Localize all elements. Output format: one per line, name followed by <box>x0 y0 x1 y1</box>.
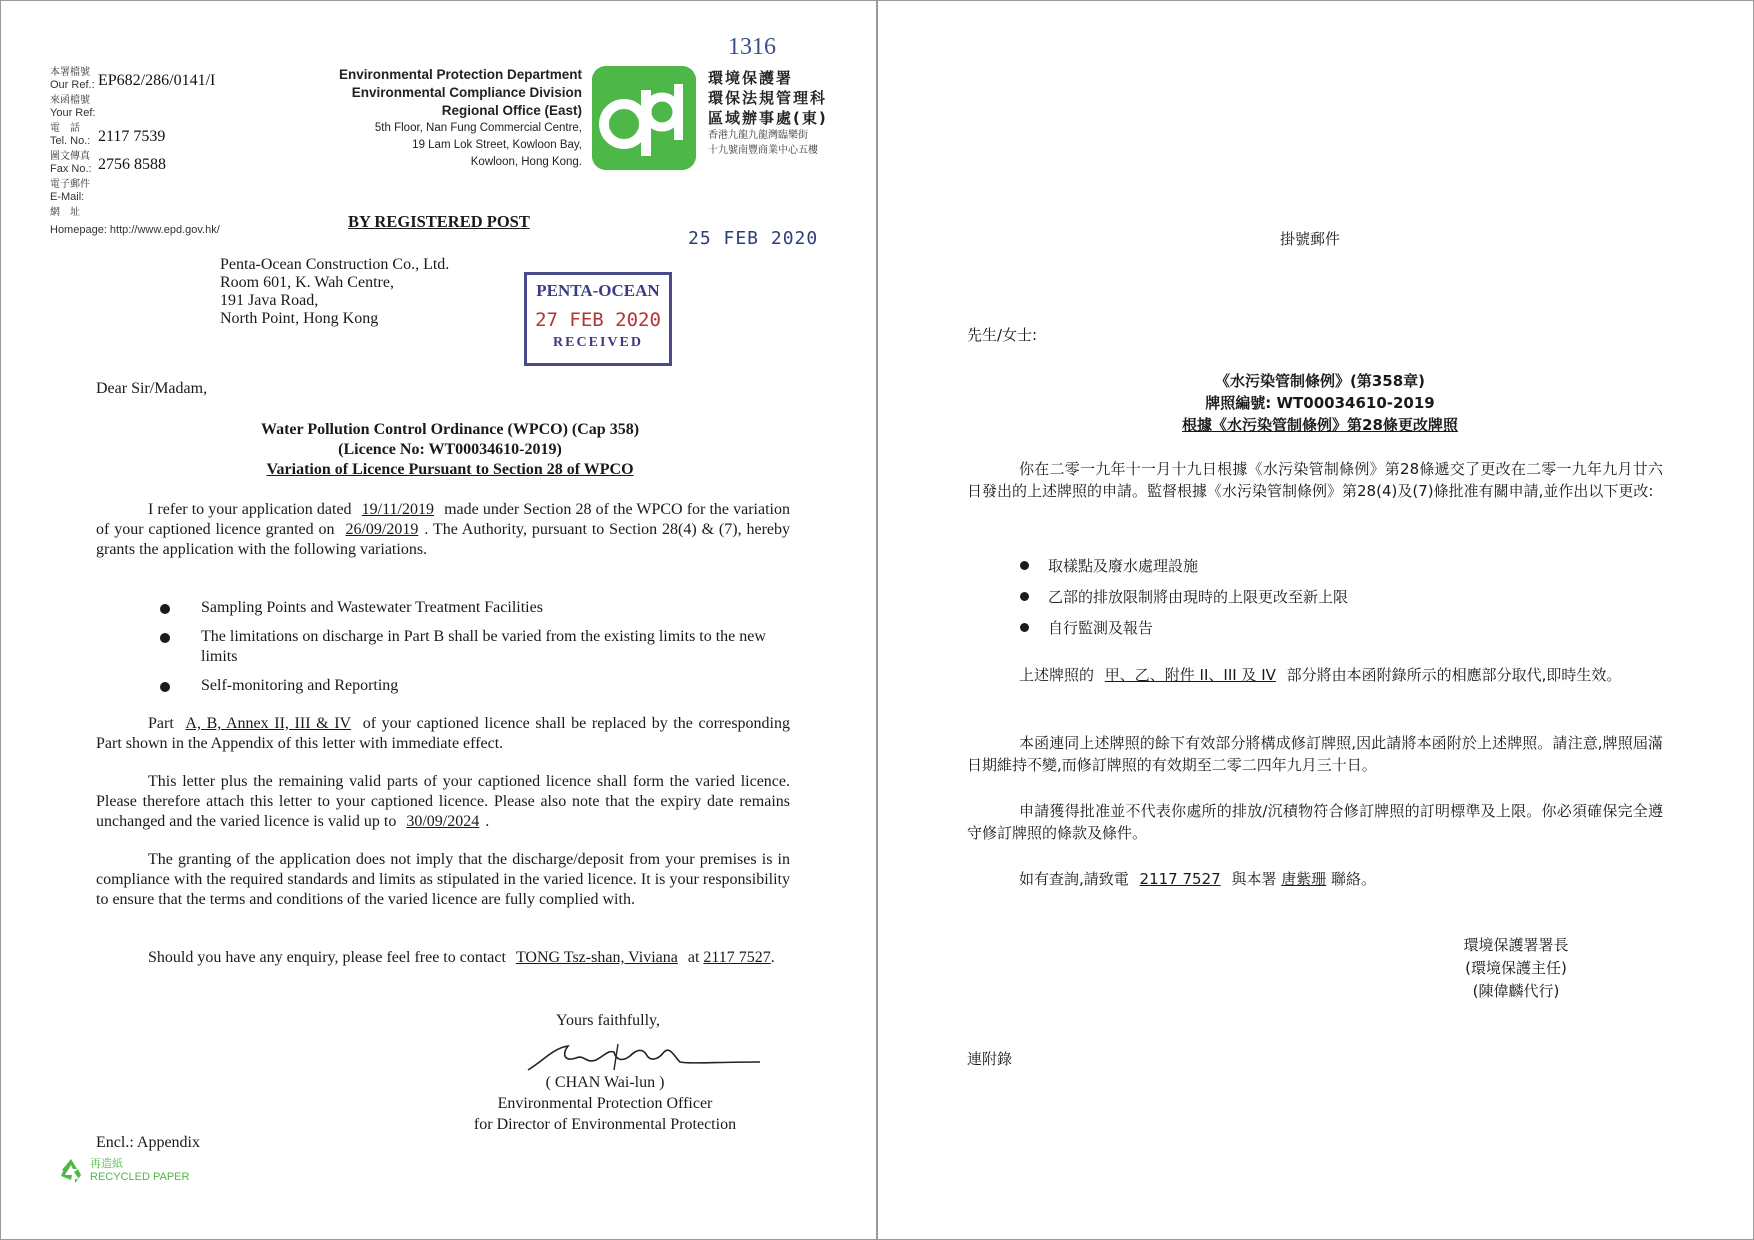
ref-label-zh: 電 話 <box>50 123 80 134</box>
list-item-text: The limitations on discharge in Part B shall be varied from the existing limits to the new limits <box>201 628 766 665</box>
paragraph-3-zh: 本函連同上述牌照的餘下有效部分將構成修訂牌照,因此請將本函附於上述牌照。請注意,牌照屆滿日期維持不變,而修訂牌照的有效期至二零二四年九月三十日。 <box>967 734 1663 774</box>
text: made under Section 28 of the WPCO for the variation of your captioned licence granted on <box>96 501 790 538</box>
address-line: North Point, Hong Kong <box>220 310 379 327</box>
ref-label-zh: 電子郵件 <box>50 179 90 190</box>
received-stamp-company: PENTA-OCEAN <box>536 281 660 300</box>
list-item <box>155 627 791 667</box>
department-name-zh <box>708 68 878 128</box>
reference-block <box>50 66 280 220</box>
text: This letter plus the remaining valid parts of your captioned licence shall form the varied licence. Please therefore attach this letter to your captioned licence. Please also note that the expiry date remains unchanged and the varied licence is valid up to <box>96 773 790 830</box>
ref-label-en: Your Ref: <box>50 107 96 119</box>
recycled-line: 再造紙 <box>90 1158 123 1170</box>
ref-row <box>50 178 280 206</box>
text: at <box>683 949 704 966</box>
contact-tel-zh: 2117 7527 <box>1139 870 1221 888</box>
text: of your captioned licence shall be replaced by the corresponding Part shown in the Appendix of this letter with immediate effect. <box>96 715 791 752</box>
list-item <box>1010 587 1650 607</box>
contact-tel: 2117 7527 <box>703 949 771 966</box>
epd-logo-icon <box>592 66 696 170</box>
text: 如有查詢,請致電 <box>1019 870 1134 888</box>
enclosure-note-zh: 連附錄 <box>967 1050 1013 1068</box>
address-line: Penta-Ocean Construction Co., Ltd. <box>220 256 450 273</box>
subject-line: (Licence No: WT00034610-2019) <box>338 441 562 458</box>
tel-value: 2117 7539 <box>98 128 166 145</box>
signatory-line-zh: (陳偉麟代行) <box>1472 982 1560 1000</box>
date-stamp: 25 FEB 2020 <box>688 228 819 249</box>
subject-line: Variation of Licence Pursuant to Section 28 of WPCO <box>266 461 634 478</box>
subject-heading-zh <box>1120 370 1520 436</box>
text: . <box>770 949 775 966</box>
bullet-icon <box>1020 592 1029 601</box>
ref-row <box>50 150 280 178</box>
received-stamp <box>524 272 672 366</box>
salutation: Dear Sir/Madam, <box>96 380 208 397</box>
addr-line-zh: 十九號南豐商業中心五樓 <box>708 145 818 156</box>
signatory-block <box>440 1072 770 1135</box>
homepage-link[interactable]: Homepage: http://www.epd.gov.hk/ <box>50 224 220 236</box>
text: 與本署 <box>1226 870 1282 888</box>
signatory-line-zh: 環境保護署署長 <box>1463 936 1569 954</box>
paragraph-1 <box>96 500 790 560</box>
stamp-number: 1316 <box>728 34 776 60</box>
ref-row <box>50 206 280 220</box>
list-item <box>1010 618 1650 638</box>
list-item <box>155 676 791 696</box>
received-stamp-date: 27 FEB 2020 <box>535 309 661 331</box>
bullet-icon <box>1020 561 1029 570</box>
text: 部分將由本函附錄所示的相應部分取代,即時生效。 <box>1281 666 1622 684</box>
text: Should you have any enquiry, please feel free to contact <box>148 949 510 966</box>
registered-post-heading-zh: 掛號郵件 <box>1280 230 1341 248</box>
bullet-icon <box>1020 623 1029 632</box>
recycled-text <box>90 1158 189 1184</box>
application-date: 19/11/2019 <box>361 501 434 518</box>
bullet-icon <box>160 682 170 692</box>
paragraph-3 <box>96 772 790 832</box>
signatory-block-zh <box>1416 934 1616 1003</box>
text: I refer to your application dated <box>148 501 356 518</box>
recycle-icon <box>56 1156 86 1186</box>
ref-row <box>50 94 280 122</box>
text: . <box>485 813 490 830</box>
list-item <box>155 598 791 618</box>
ref-label-en: Our Ref.: <box>50 79 95 91</box>
address-line: 191 Java Road, <box>220 292 319 309</box>
ref-label-en: E-Mail: <box>50 191 85 203</box>
variation-list-zh <box>1010 556 1650 649</box>
signature-icon <box>524 1040 764 1076</box>
recycled-paper-mark <box>56 1156 196 1186</box>
text: . The Authority, pursuant to Section 28(4) & (7), hereby grants the application with the following variations. <box>96 521 790 558</box>
list-item-text: Self-monitoring and Reporting <box>201 677 399 694</box>
contact-name-zh: 唐紫珊 <box>1281 870 1327 888</box>
ref-label-zh: 來函檔號 <box>50 95 90 106</box>
recipient-address <box>220 256 449 328</box>
fax-value: 2756 8588 <box>98 156 166 173</box>
text: 聯絡。 <box>1326 870 1377 888</box>
subject-line: Water Pollution Control Ordinance (WPCO) (Cap 358) <box>260 421 640 438</box>
text: Part <box>148 715 180 732</box>
department-address-en <box>300 120 582 171</box>
paragraph-2 <box>96 714 790 754</box>
expiry-date: 30/09/2024 <box>406 813 480 830</box>
ref-label-zh: 圖文傳真 <box>50 151 90 162</box>
dept-line: Environmental Compliance Division <box>351 85 582 100</box>
signatory-line: Environmental Protection Officer <box>497 1095 713 1112</box>
ref-label-zh: 網 址 <box>50 207 80 218</box>
department-address-zh <box>708 128 878 158</box>
contact-name: TONG Tsz-shan, Viviana <box>515 949 678 966</box>
subject-heading <box>200 420 700 480</box>
list-item <box>1010 556 1650 576</box>
addr-line-zh: 香港九龍九龍灣臨樂街 <box>708 130 808 141</box>
dept-line-zh: 區域辦事處(東) <box>708 109 828 127</box>
list-item-text: Sampling Points and Wastewater Treatment Facilities <box>201 599 543 616</box>
salutation-zh: 先生/女士: <box>967 326 1038 344</box>
recycled-line: RECYCLED PAPER <box>90 1171 190 1183</box>
bullet-icon <box>160 633 170 643</box>
ref-row <box>50 66 280 94</box>
address-line: Room 601, K. Wah Centre, <box>220 274 394 291</box>
paragraph-2-zh <box>967 664 1663 686</box>
received-stamp-label: RECEIVED <box>553 335 643 350</box>
addr-line: Kowloon, Hong Kong. <box>470 156 582 168</box>
paragraph-4: The granting of the application does not imply that the discharge/deposit from your premises is in compliance with the required standards and limits as stipulated in the varied licence. It is your responsibility to ensure that the terms and conditions of the varied licence are fully complied with. <box>96 851 790 908</box>
registered-post-heading: BY REGISTERED POST <box>348 212 530 231</box>
list-item-text: 取樣點及廢水處理設施 <box>1048 557 1199 575</box>
subject-line-zh: 《水污染管制條例》(第358章) <box>1214 372 1426 390</box>
signatory-line: for Director of Environmental Protection <box>473 1116 737 1133</box>
department-name-en <box>290 66 582 120</box>
variation-list <box>155 598 791 705</box>
replaced-parts: A, B, Annex II, III & IV <box>185 715 352 732</box>
closing: Yours faithfully, <box>556 1012 661 1029</box>
list-item-text: 自行監測及報告 <box>1048 619 1154 637</box>
paragraph-5 <box>96 948 790 968</box>
enclosure-note: Encl.: Appendix <box>96 1134 200 1151</box>
addr-line: 19 Lam Lok Street, Kowloon Bay, <box>412 139 582 151</box>
signatory-line: ( CHAN Wai-lun ) <box>545 1074 665 1091</box>
replaced-parts-zh: 甲、乙、附件 II、III 及 IV <box>1104 666 1276 684</box>
paragraph-5-zh <box>967 868 1663 890</box>
our-ref-value: EP682/286/0141/I <box>98 72 216 89</box>
paragraph-4-zh: 申請獲得批准並不代表你處所的排放/沉積物符合修訂牌照的訂明標準及上限。你必須確保完全遵守修訂牌照的條款及條件。 <box>967 802 1663 842</box>
subject-line-zh: 牌照編號: WT00034610-2019 <box>1205 394 1435 412</box>
addr-line: 5th Floor, Nan Fung Commercial Centre, <box>374 122 582 134</box>
signatory-line-zh: (環境保護主任) <box>1465 959 1567 977</box>
paragraph-1-zh: 你在二零一九年十一月十九日根據《水污染管制條例》第28條遞交了更改在二零一九年九月廿六日發出的上述牌照的申請。監督根據《水污染管制條例》第28(4)及(7)條批准有關申請,並作出以下更改: <box>967 460 1663 500</box>
bullet-icon <box>160 604 170 614</box>
dept-line-zh: 環境保護署 <box>708 69 794 87</box>
ref-row <box>50 122 280 150</box>
list-item-text: 乙部的排放限制將由現時的上限更改至新上限 <box>1048 588 1349 606</box>
dept-line: Environmental Protection Department <box>338 67 582 82</box>
subject-line-zh: 根據《水污染管制條例》第28條更改牌照 <box>1182 416 1458 434</box>
granted-date: 26/09/2019 <box>345 521 419 538</box>
ref-label-en: Tel. No.: <box>50 135 91 147</box>
dept-line: Regional Office (East) <box>441 103 582 118</box>
text: 上述牌照的 <box>1019 666 1099 684</box>
ref-label-zh: 本署檔號 <box>50 67 90 78</box>
dept-line-zh: 環保法規管理科 <box>708 89 828 107</box>
ref-label-en: Fax No.: <box>50 163 92 175</box>
